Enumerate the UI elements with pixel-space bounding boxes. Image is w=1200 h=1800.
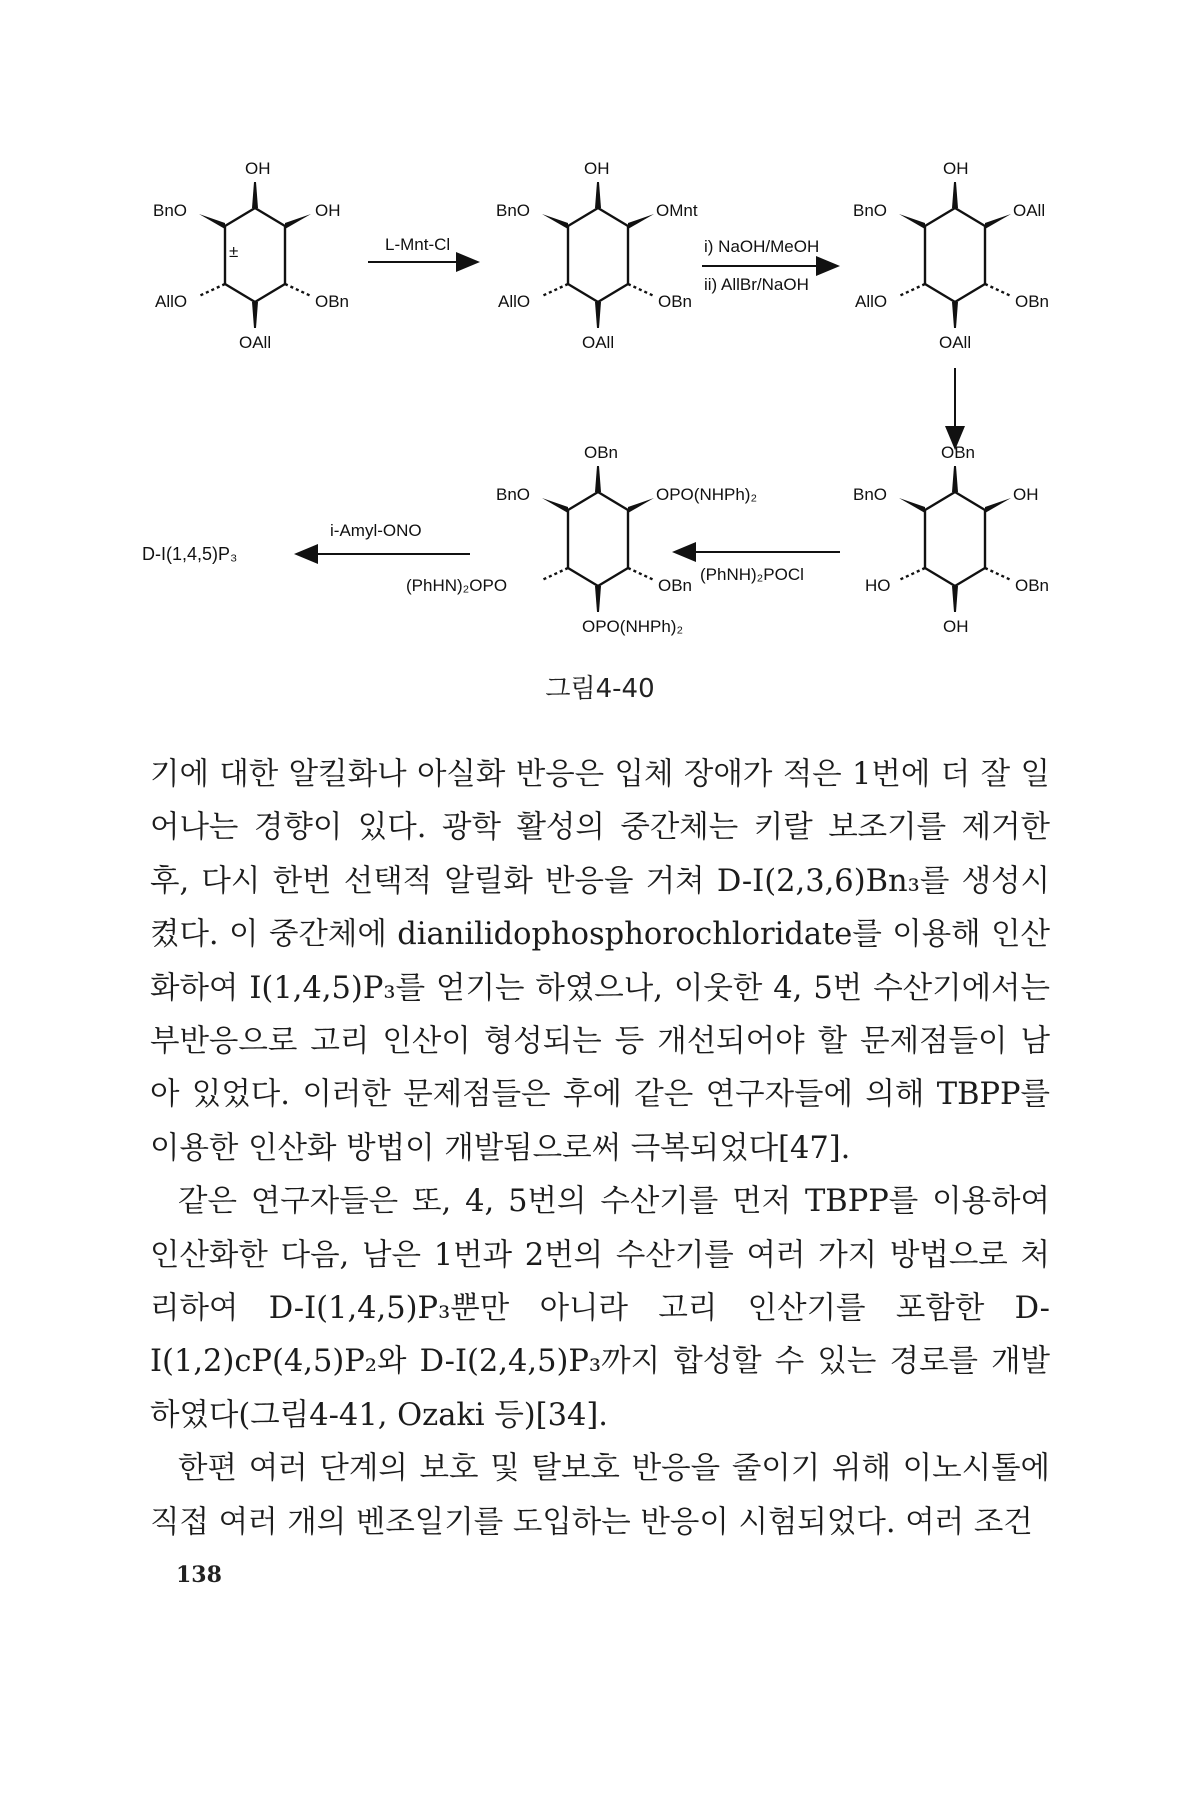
c4-bottom: OH [943, 617, 969, 636]
compound-4 [853, 443, 1049, 636]
arrow-1-reagent: L-Mnt-Cl [385, 235, 451, 254]
c3-top: OH [943, 159, 969, 178]
c2-upper-left: BnO [496, 201, 531, 220]
c3-lower-right: OBn [1015, 292, 1050, 311]
c2-lower-right: OBn [658, 292, 693, 311]
paragraph-1: 기에 대한 알킬화나 아실화 반응은 입체 장애가 적은 1번에 더 잘 일어나는 경향이 있다. 광학 활성의 중간체는 키랄 보조기를 제거한 후, 다시 한번 선택적 알릴화 반응을 거쳐 D-I(2,3,6)Bn₃를 생성시켰다. 이 중간체에 dianilidophosphorochloridate를 이용해 인산화하여 I(1,4,5)P₃를 얻기는 하였으나, 이웃한 4, 5번 수산기에서는 부반응으로 고리 인산이 형성되는 등 개선되어야 할 문제점들이 남아 있었다. 이러한 문제점들은 후에 같은 연구자들에 의해 TBPP를 이용한 인산화 방법이 개발됨으로써 극복되었다[47]. [150, 757, 1050, 1166]
arrow-4-reagent: (PhNH)₂POCl [700, 565, 804, 584]
c1-upper-right: OH [315, 201, 341, 220]
c4-upper-left: BnO [853, 485, 888, 504]
c5-top: OBn [584, 443, 619, 462]
c4-upper-right: OH [1013, 485, 1039, 504]
c2-bottom: OAll [582, 333, 615, 352]
paragraph-2: 같은 연구자들은 또, 4, 5번의 수산기를 먼저 TBPP를 이용하여 인산화한 다음, 남은 1번과 2번의 수산기를 여러 가지 방법으로 처리하여 D-I(1,4,5)P₃뿐만 아니라 고리 인산기를 포함한 D-I(1,2)cP(4,5)P₂와 D-I(2,4,5)P₃까지 합성할 수 있는 경로를 개발하였다(그림4-41, Ozaki 등)[34]. [150, 1184, 1050, 1433]
c3-bottom: OAll [939, 333, 972, 352]
c4-top: OBn [941, 443, 976, 462]
compound-1 [153, 159, 349, 352]
c5-upper-left: BnO [496, 485, 531, 504]
c3-upper-left: BnO [853, 201, 888, 220]
c4-lower-right: OBn [1015, 576, 1050, 595]
c4-lower-left: HO [865, 576, 891, 595]
paragraph-3: 한편 여러 단계의 보호 및 탈보호 반응을 줄이기 위해 이노시톨에 직접 여러 개의 벤조일기를 도입하는 반응이 시험되었다. 여러 조건 [150, 1451, 1050, 1540]
c1-upper-left: BnO [153, 201, 188, 220]
body-text [150, 748, 1050, 1549]
figure-caption: 그림4-40 [545, 674, 655, 704]
compound-5 [406, 443, 757, 636]
c1-racemic: ± [229, 242, 239, 261]
c1-lower-right: OBn [315, 292, 350, 311]
c3-upper-right: OAll [1013, 201, 1046, 220]
c2-top: OH [584, 159, 610, 178]
arrow-5-reagent: i-Amyl-ONO [330, 521, 422, 540]
c5-lower-left: (PhHN)₂OPO [406, 576, 508, 595]
compound-3 [853, 159, 1049, 352]
c5-bottom: OPO(NHPh)₂ [582, 617, 684, 636]
arrow-2-reagent-2: ii) AllBr/NaOH [704, 275, 809, 294]
c2-upper-right: OMnt [656, 201, 698, 220]
final-product: D-I(1,4,5)P₃ [142, 544, 238, 564]
compound-2 [496, 159, 698, 352]
c2-lower-left: AllO [498, 292, 531, 311]
c1-lower-left: AllO [155, 292, 188, 311]
reaction-scheme [0, 0, 1200, 660]
c5-lower-right: OBn [658, 576, 693, 595]
c1-bottom: OAll [239, 333, 272, 352]
c5-upper-right: OPO(NHPh)₂ [656, 485, 758, 504]
c3-lower-left: AllO [855, 292, 888, 311]
page-number: 138 [176, 1562, 222, 1588]
arrow-2-reagent-1: i) NaOH/MeOH [704, 237, 820, 256]
c1-top: OH [245, 159, 271, 178]
